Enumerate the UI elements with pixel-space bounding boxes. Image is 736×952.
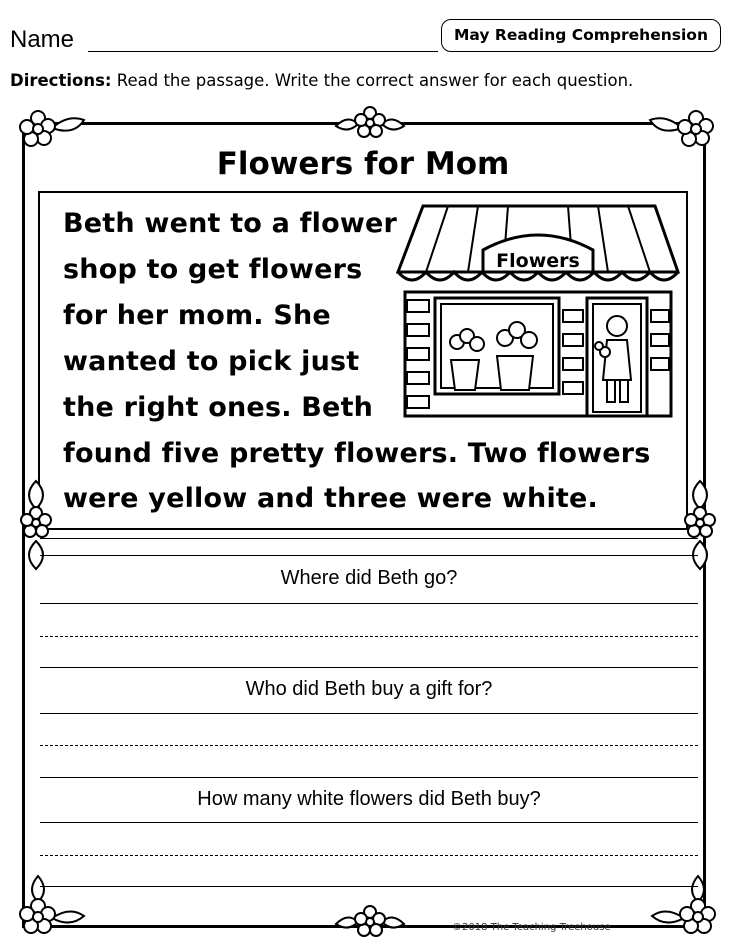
directions bbox=[10, 71, 730, 90]
divider bbox=[40, 555, 698, 556]
question-3: How many white flowers did Beth buy? bbox=[197, 788, 541, 810]
passage-line: for her mom. She bbox=[63, 300, 331, 331]
passage-line: were yellow and three were white. bbox=[63, 483, 599, 514]
passage-line: the right ones. Beth bbox=[63, 392, 374, 423]
passage-line: shop to get flowers bbox=[63, 254, 363, 285]
passage-title: Flowers for Mom bbox=[216, 146, 510, 182]
answer-guide-3 bbox=[40, 855, 698, 856]
answer-line-2-base[interactable] bbox=[40, 777, 698, 778]
divider bbox=[40, 538, 698, 539]
flower-bottom-center-icon bbox=[330, 904, 410, 944]
worksheet-badge: May Reading Comprehension bbox=[441, 19, 721, 52]
flower-shop-illustration bbox=[393, 200, 683, 430]
directions-label: Directions: bbox=[10, 71, 112, 90]
answer-line-1-base[interactable] bbox=[40, 667, 698, 668]
passage-line: wanted to pick just bbox=[63, 346, 360, 377]
answer-guide-2 bbox=[40, 745, 698, 746]
answer-line-3[interactable] bbox=[40, 822, 698, 823]
passage-line: found five pretty flowers. Two flowers bbox=[63, 438, 651, 469]
flower-side-icon bbox=[676, 475, 724, 575]
name-write-line[interactable] bbox=[88, 51, 438, 52]
flower-side-icon bbox=[12, 475, 60, 575]
flower-corner-icon bbox=[648, 872, 728, 942]
name-label: Name bbox=[10, 26, 75, 53]
answer-guide-1 bbox=[40, 636, 698, 637]
passage-line: Beth went to a flower bbox=[63, 208, 398, 239]
question-1: Where did Beth go? bbox=[280, 567, 458, 589]
shop-sign-text: Flowers bbox=[496, 250, 580, 272]
answer-line-1[interactable] bbox=[40, 603, 698, 604]
directions-text: Read the passage. Write the correct answer for each question. bbox=[111, 71, 634, 90]
flower-top-center-icon bbox=[330, 104, 410, 144]
question-2: Who did Beth buy a gift for? bbox=[245, 678, 493, 700]
answer-line-3-base[interactable] bbox=[40, 886, 698, 887]
flower-corner-icon bbox=[8, 872, 88, 942]
copyright: ©2018 The Teaching Treehouse bbox=[452, 922, 611, 933]
answer-line-2[interactable] bbox=[40, 713, 698, 714]
